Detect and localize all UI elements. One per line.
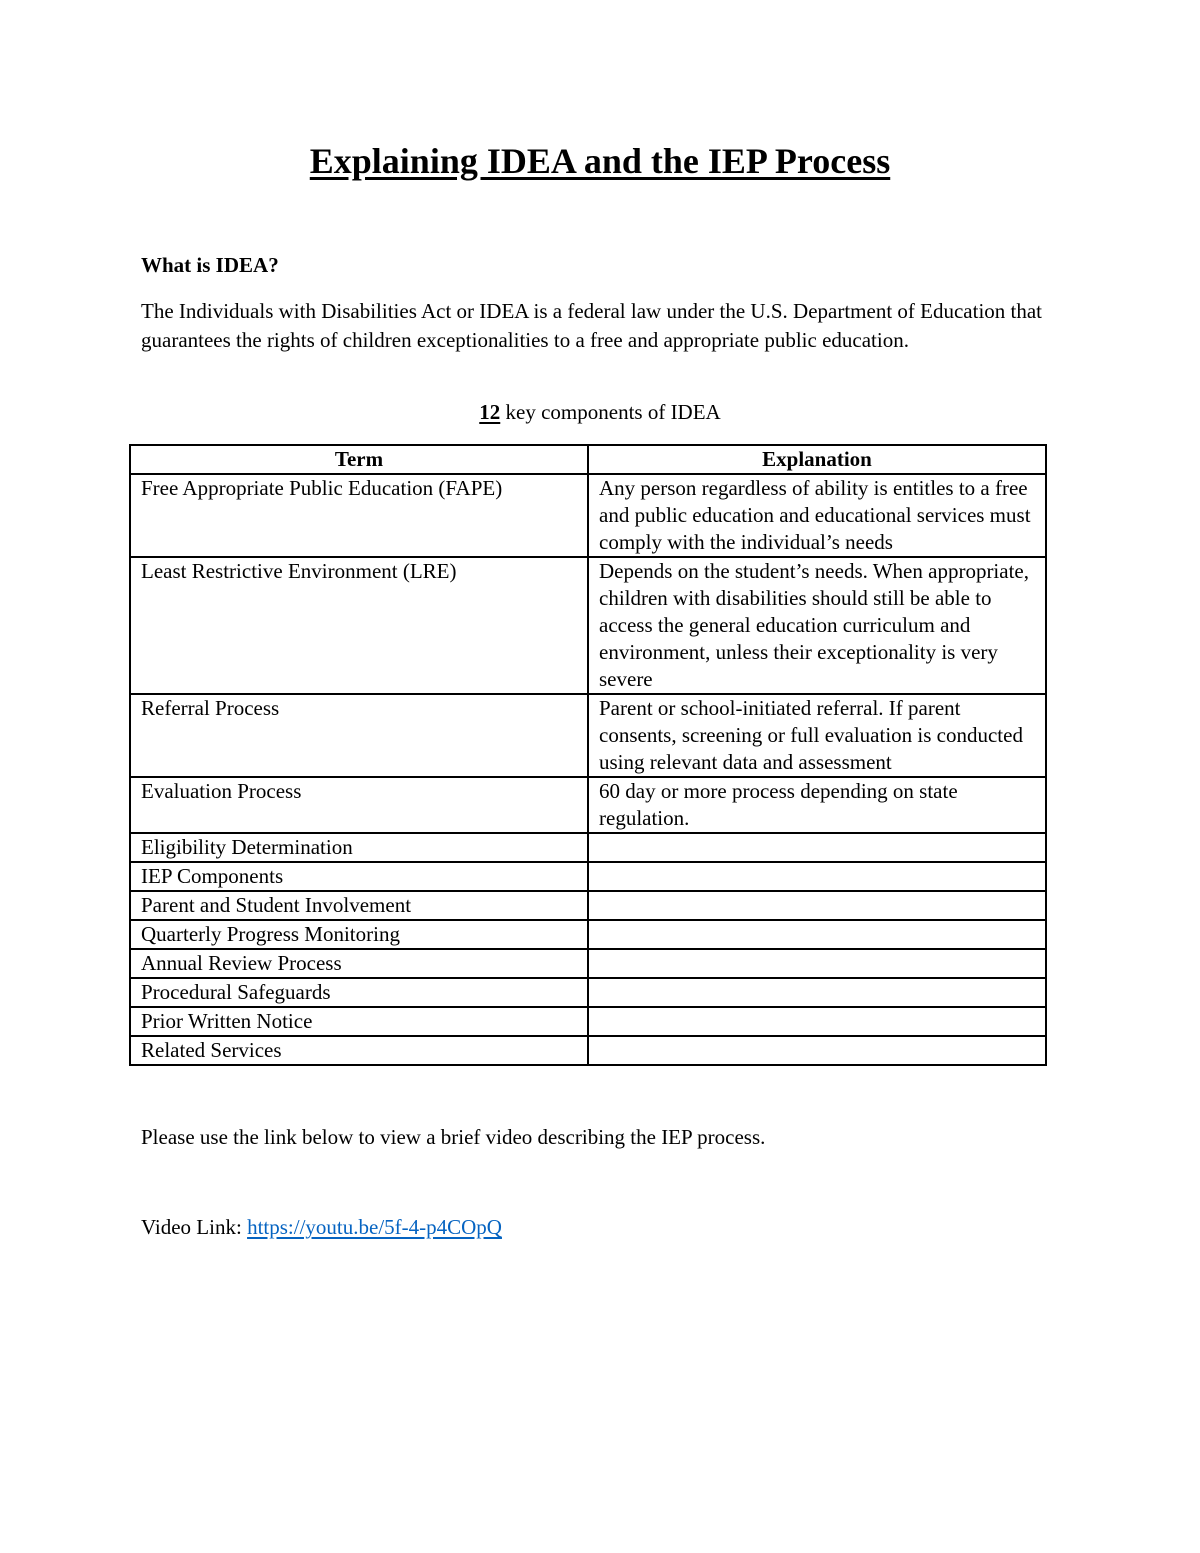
term-cell: Least Restrictive Environment (LRE) <box>130 557 588 694</box>
table-row <box>130 978 1046 1007</box>
video-note: Please use the link below to view a brief video describing the IEP process. <box>141 1125 766 1149</box>
table-row <box>130 694 1046 777</box>
video-link[interactable]: https://youtu.be/5f-4-p4COpQ <box>247 1215 502 1239</box>
explanation-cell: 60 day or more process depending on state regulation. <box>588 777 1046 833</box>
table-row <box>130 1007 1046 1036</box>
table-row <box>130 777 1046 833</box>
term-cell: Eligibility Determination <box>130 833 588 862</box>
explanation-cell: Any person regardless of ability is entitles to a free and public education and educational services must comply with the individual’s needs <box>588 474 1046 557</box>
video-link-label: Video Link: <box>141 1215 248 1239</box>
term-cell: Procedural Safeguards <box>130 978 588 1007</box>
term-cell: Annual Review Process <box>130 949 588 978</box>
explanation-cell <box>588 862 1046 891</box>
explanation-cell: Depends on the student’s needs. When appropriate, children with disabilities should still be able to access the general education curriculum and environment, unless their exceptionality is very severe <box>588 557 1046 694</box>
table-caption <box>0 400 1200 425</box>
term-cell: Prior Written Notice <box>130 1007 588 1036</box>
table-caption-number: 12 <box>479 400 501 424</box>
term-cell: Evaluation Process <box>130 777 588 833</box>
explanation-cell <box>588 891 1046 920</box>
page-title: Explaining IDEA and the IEP Process <box>309 141 891 181</box>
table-row <box>130 920 1046 949</box>
explanation-cell <box>588 978 1046 1007</box>
intro-paragraph: The Individuals with Disabilities Act or IDEA is a federal law under the U.S. Department of Education that guarantees the rights of children exceptionalities to a free and appropriate public education. <box>141 299 1043 352</box>
term-cell: Referral Process <box>130 694 588 777</box>
table-row <box>130 891 1046 920</box>
section-heading: What is IDEA? <box>141 253 279 277</box>
table-row <box>130 833 1046 862</box>
table-row <box>130 1036 1046 1065</box>
table-header-row <box>130 445 1046 474</box>
video-link-line <box>141 1215 502 1240</box>
table-row <box>130 557 1046 694</box>
table-caption-text: key components of IDEA <box>500 400 721 424</box>
term-cell: Free Appropriate Public Education (FAPE) <box>130 474 588 557</box>
table-row <box>130 949 1046 978</box>
header-explanation: Explanation <box>588 445 1046 474</box>
explanation-cell <box>588 920 1046 949</box>
explanation-cell: Parent or school-initiated referral. If parent consents, screening or full evaluation is conducted using relevant data and assessment <box>588 694 1046 777</box>
term-cell: Related Services <box>130 1036 588 1065</box>
term-cell: Parent and Student Involvement <box>130 891 588 920</box>
table-row <box>130 862 1046 891</box>
explanation-cell <box>588 1036 1046 1065</box>
term-cell: Quarterly Progress Monitoring <box>130 920 588 949</box>
explanation-cell <box>588 1007 1046 1036</box>
components-table <box>129 444 1047 1066</box>
explanation-cell <box>588 949 1046 978</box>
explanation-cell <box>588 833 1046 862</box>
header-term: Term <box>130 445 588 474</box>
term-cell: IEP Components <box>130 862 588 891</box>
table-row <box>130 474 1046 557</box>
